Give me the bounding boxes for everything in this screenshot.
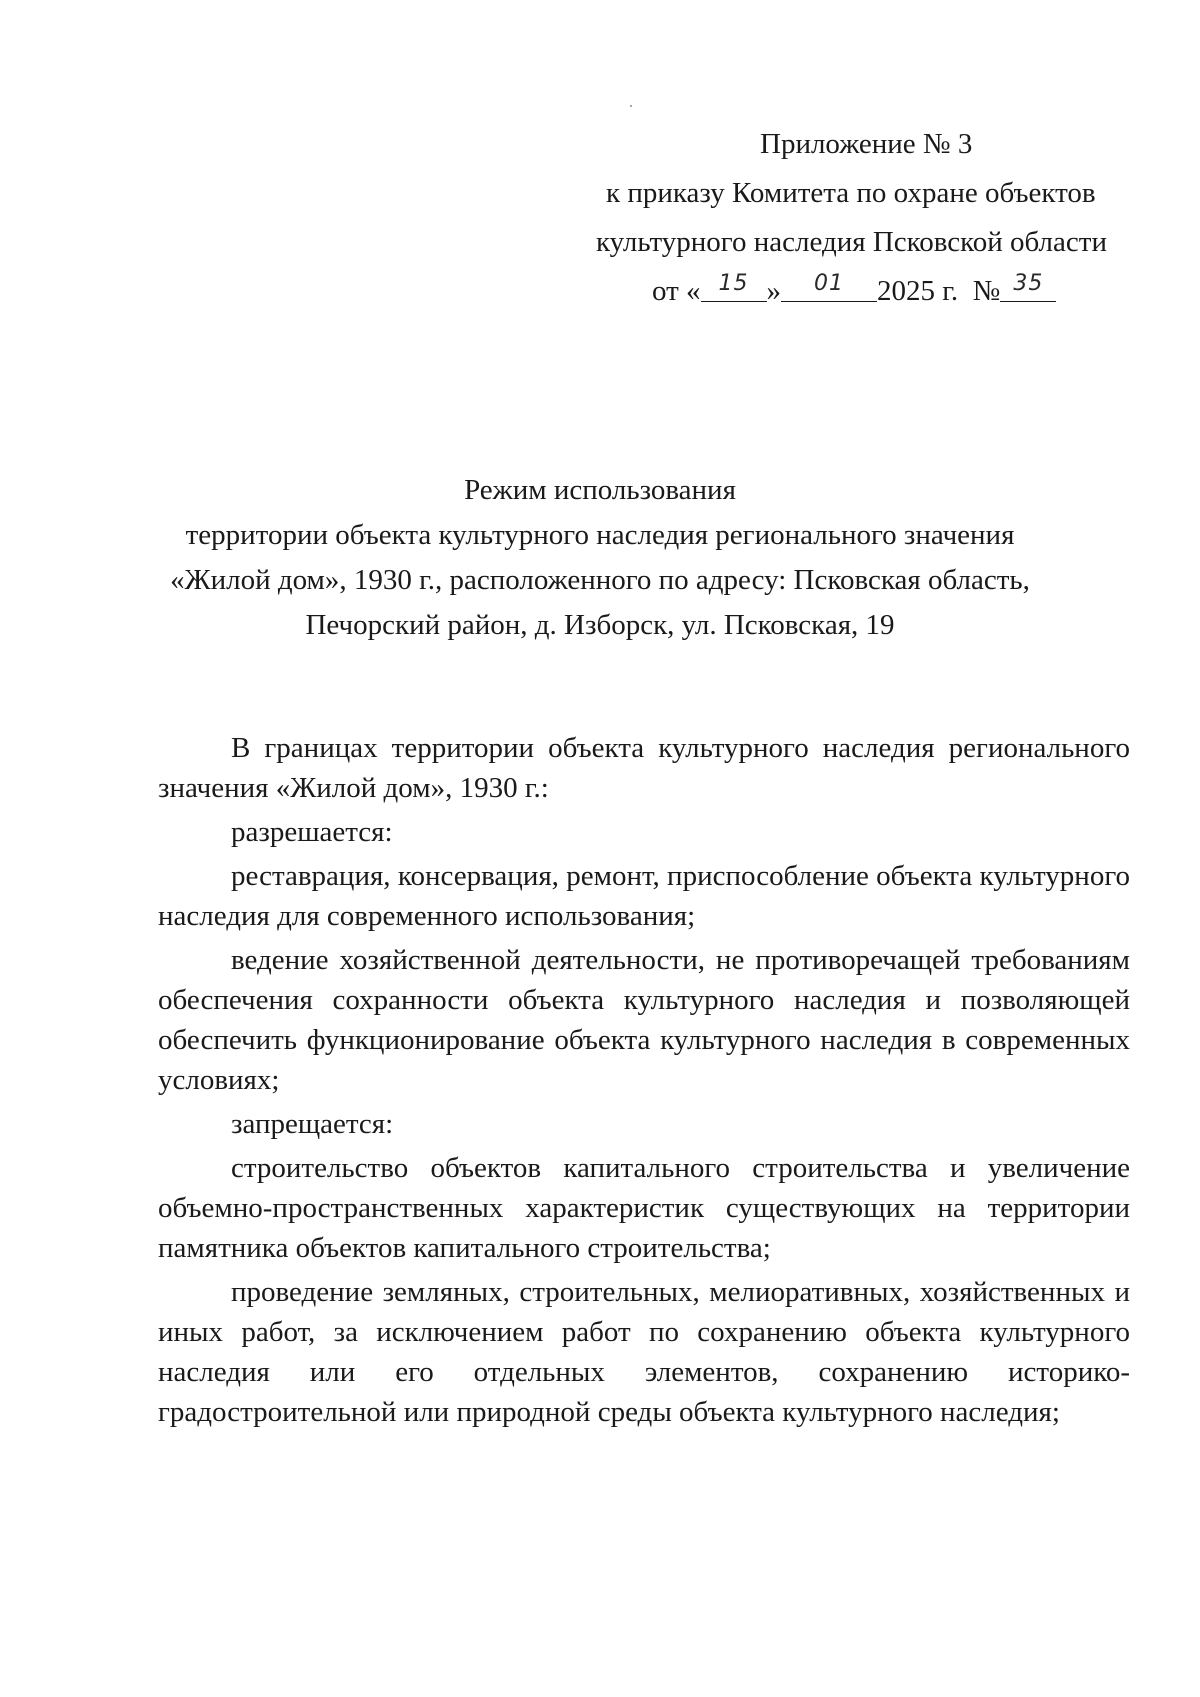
annex-header [560, 120, 1120, 316]
date-year: 2025 г. [877, 275, 959, 307]
number-field [1000, 267, 1056, 302]
scan-speck [630, 105, 632, 107]
allowed-heading: разрешается: [231, 816, 393, 848]
document-title [60, 468, 1140, 648]
title-line-2: территории объекта культурного наследия регионального значения [185, 519, 1015, 551]
forbidden-item-1: строительство объектов капитального строительства и увеличение объемно-пространственных характеристик существующих на территории памятника объектов капитального строительства; [158, 1152, 1130, 1264]
date-day-field [701, 267, 767, 302]
allowed-item-2: ведение хозяйственной деятельности, не противоречащей требованиям обеспечения сохранности объекта культурного наследия и позволяющей обеспечить функционирование объекта культурного наследия в современных условиях; [158, 944, 1130, 1096]
annex-committee: культурного наследия Псковской области [596, 226, 1107, 258]
date-month-field [781, 267, 877, 302]
forbidden-item-2: проведение земляных, строительных, мелиоративных, хозяйственных и иных работ, за исключением работ по сохранению объекта культурного наследия или его отдельных элементов, сохранению историко-градостроительной или природной среды объекта культурного наследия; [158, 1276, 1130, 1428]
allowed-item-1: реставрация, консервация, ремонт, приспособление объекта культурного наследия для современного использования; [158, 860, 1130, 932]
annex-order-ref: к приказу Комитета по охране объектов [606, 177, 1096, 209]
number-handwritten: 35 [1013, 271, 1044, 296]
title-line-4: Печорский район, д. Изборск, ул. Псковская, 19 [305, 609, 895, 641]
date-day-handwritten: 15 [718, 271, 749, 296]
title-line-1: Режим использования [464, 474, 736, 506]
intro-paragraph: В границах территории объекта культурного наследия регионального значения «Жилой дом», 1930 г.: [158, 732, 1130, 804]
document-body [158, 728, 1130, 1436]
title-line-3: «Жилой дом», 1930 г., расположенного по адресу: Псковская область, [170, 564, 1030, 596]
date-prefix: от « [652, 275, 701, 307]
date-month-handwritten: 01 [814, 271, 845, 296]
forbidden-heading: запрещается: [231, 1108, 394, 1140]
date-mid: » [766, 275, 782, 307]
annex-title: Приложение № 3 [760, 128, 973, 160]
number-label: № [972, 275, 1001, 307]
annex-date-line [560, 267, 1120, 316]
